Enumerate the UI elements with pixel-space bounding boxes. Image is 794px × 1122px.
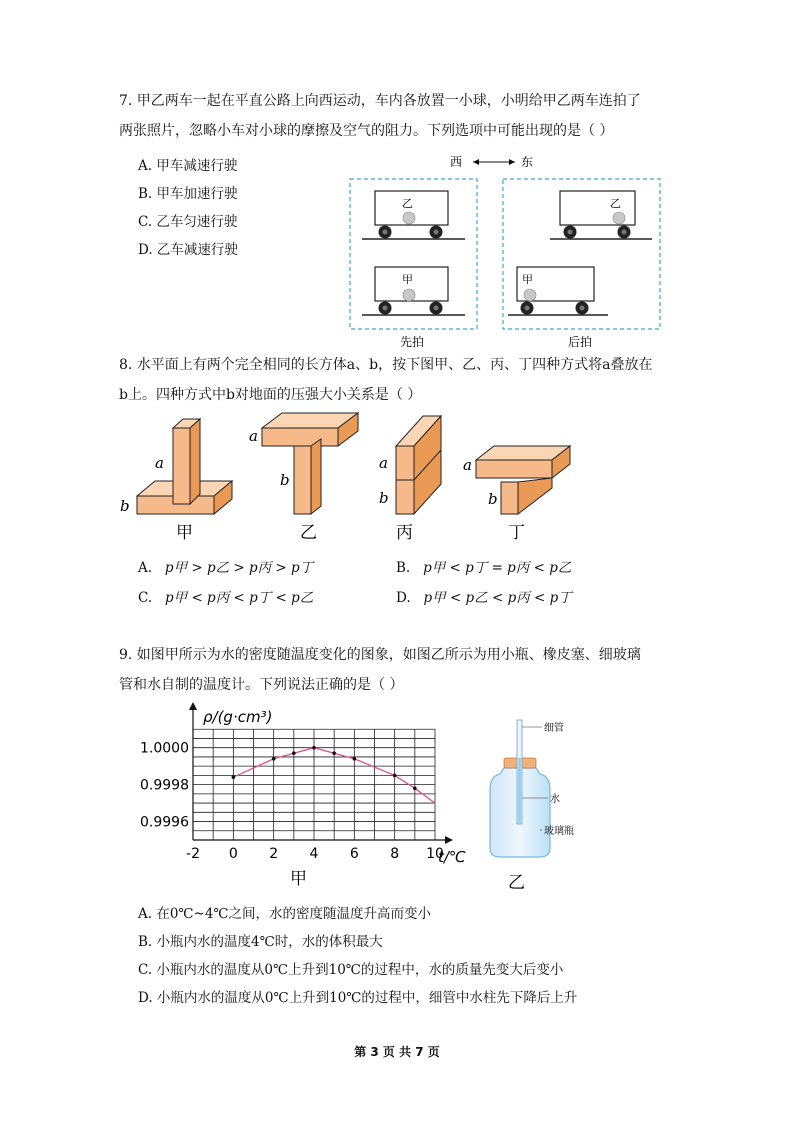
- direction-west-label: 西: [450, 155, 463, 169]
- q7-stem-line2: 两张照片，忽略小车对小球的摩擦及空气的阻力。下列选项中可能出现的是（ ）: [119, 123, 614, 139]
- density-chart: [135, 700, 485, 890]
- chart-y-tick-label: 0.9998: [140, 777, 189, 794]
- svg-text:a: a: [463, 456, 472, 474]
- q9-option-a: A. 在0℃~4℃之间，水的密度随温度升高而变小: [138, 906, 432, 922]
- chart-data-point: [332, 751, 336, 755]
- chart-data-point: [353, 757, 357, 761]
- svg-text:b: b: [379, 489, 389, 507]
- svg-text:甲: 甲: [522, 273, 533, 286]
- chart-data-point: [292, 751, 296, 755]
- car-jia-first: [362, 267, 465, 315]
- chart-x-axis-label: t/℃: [438, 848, 466, 866]
- svg-text:b: b: [280, 471, 290, 489]
- chart-x-tick-label: 4: [309, 846, 319, 862]
- car-yi-first: [362, 191, 465, 239]
- q8-stem-line1: 8. 水平面上有两个完全相同的长方体a、b，按下图甲、乙、丙、丁四种方式将a叠放在: [119, 357, 653, 373]
- q8-option-c: C. p甲 < p丙 < p丁 < p乙: [138, 590, 314, 606]
- chart-x-tick-label: -2: [186, 846, 200, 862]
- svg-text:甲: 甲: [176, 523, 193, 543]
- block-config-ding: [463, 446, 570, 543]
- svg-text:a: a: [379, 454, 388, 472]
- bottle-icon: [490, 720, 550, 857]
- q7-figure: [340, 150, 670, 350]
- chart-caption-jia: 甲: [290, 869, 307, 889]
- q7-option-a: A. 甲车减速行驶: [138, 158, 238, 174]
- direction-east-label: 东: [521, 155, 534, 169]
- q9-option-b: B. 小瓶内水的温度4℃时，水的体积最大: [138, 934, 383, 950]
- q9-stem-line2: 管和水自制的温度计。下列说法正确的是（ ）: [119, 677, 404, 693]
- svg-text:乙: 乙: [300, 523, 317, 543]
- chart-y-axis-label: ρ/(g·cm³): [203, 708, 273, 726]
- chart-x-tick-label: 10: [426, 846, 444, 862]
- chart-x-tick-label: 8: [390, 846, 400, 862]
- q8-figure: [110, 408, 590, 548]
- chart-y-axis-arrow: [189, 702, 197, 710]
- q9-option-c: C. 小瓶内水的温度从0℃上升到10℃的过程中，水的质量先变大后变小: [138, 962, 564, 978]
- q8-option-d: D. p甲 < p乙 < p丙 < p丁: [396, 590, 572, 606]
- chart-x-axis-arrow: [445, 836, 453, 844]
- svg-text:乙: 乙: [402, 197, 413, 210]
- svg-text:丙: 丙: [396, 523, 413, 543]
- chart-data-point: [393, 774, 397, 778]
- car-jia-later: [508, 267, 608, 315]
- svg-text:b: b: [120, 497, 130, 515]
- q8-option-a: A. p甲 > p乙 > p丙 > p丁: [138, 560, 314, 576]
- caption-first: 先拍: [400, 335, 425, 349]
- chart-y-tick-label: 1.0000: [140, 740, 189, 757]
- svg-text:a: a: [249, 427, 258, 445]
- q8-stem-line2: b上。四种方式中b对地面的压强大小关系是（ ）: [119, 387, 422, 403]
- q9-stem-line1: 9. 如图甲所示为水的密度随温度变化的图象，如图乙所示为用小瓶、橡皮塞、细玻璃: [119, 647, 641, 663]
- q7-option-c: C. 乙车匀速行驶: [138, 214, 238, 230]
- bottle-thermometer-figure: [480, 712, 620, 892]
- label-tube: 细管: [544, 723, 564, 734]
- q8-option-b: B. p甲 < p丁 = p丙 < p乙: [396, 560, 572, 576]
- chart-data-point: [413, 787, 417, 791]
- caption-yi: 乙: [508, 873, 525, 892]
- svg-text:b: b: [488, 490, 498, 508]
- block-config-jia: [120, 419, 232, 543]
- svg-text:丁: 丁: [508, 523, 525, 543]
- q7-stem-line1: 7. 甲乙两车一起在平直公路上向西运动，车内各放置一小球，小明给甲乙两车连拍了: [119, 93, 641, 109]
- chart-x-tick-label: 6: [349, 846, 359, 862]
- chart-data-point: [312, 746, 316, 750]
- chart-y-tick-label: 0.9996: [140, 814, 189, 831]
- svg-text:a: a: [155, 454, 164, 472]
- label-water: 水: [550, 794, 560, 805]
- svg-text:甲: 甲: [402, 273, 413, 286]
- svg-text:乙: 乙: [610, 197, 621, 210]
- chart-x-tick-label: 2: [269, 846, 279, 862]
- chart-data-point: [232, 775, 236, 779]
- q7-option-b: B. 甲车加速行驶: [138, 186, 238, 202]
- q9-option-d: D. 小瓶内水的温度从0℃上升到10℃的过程中，细管中水柱先下降后上升: [138, 990, 578, 1006]
- caption-later: 后拍: [568, 335, 593, 349]
- block-config-yi: [249, 413, 358, 543]
- q7-option-d: D. 乙车减速行驶: [138, 242, 238, 258]
- block-config-bing: [379, 416, 441, 543]
- label-bottle: 玻璃瓶: [544, 826, 574, 837]
- chart-data-point: [272, 757, 276, 761]
- page-footer: 第 3 页 共 7 页: [354, 1045, 440, 1059]
- car-yi-later: [550, 191, 652, 239]
- chart-x-tick-label: 0: [228, 846, 238, 862]
